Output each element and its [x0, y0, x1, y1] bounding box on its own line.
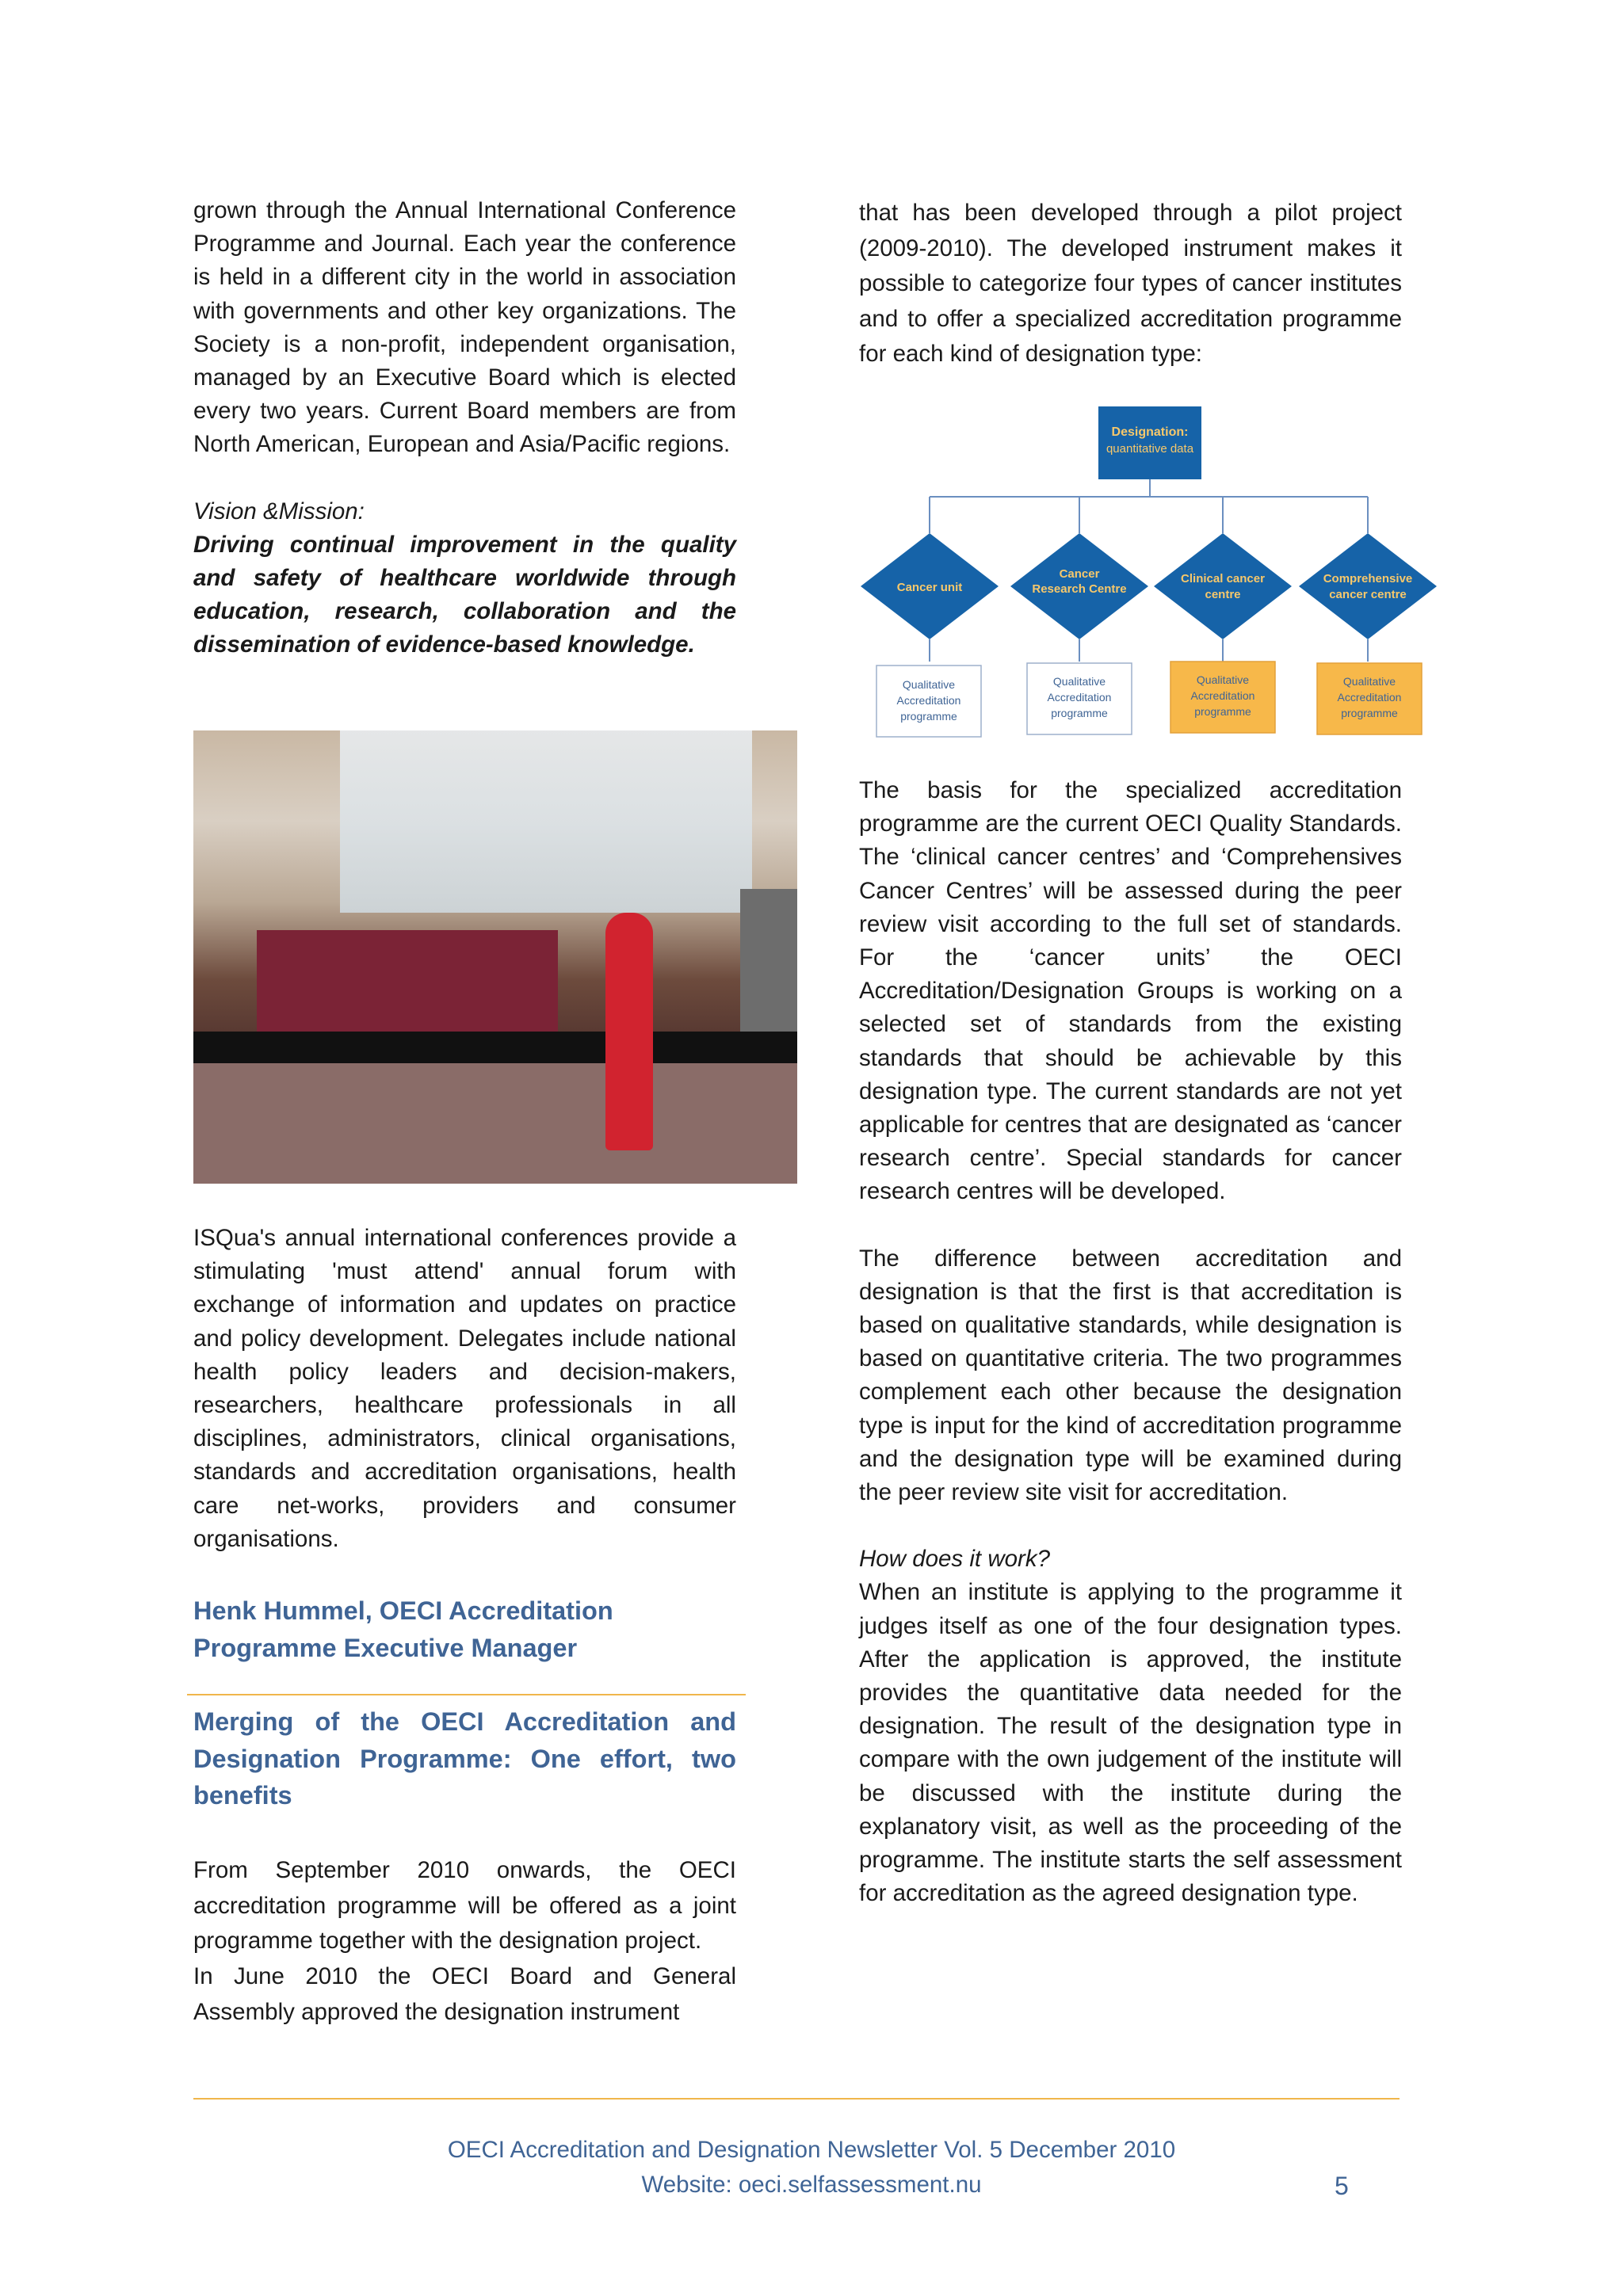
article-block: [193, 1703, 736, 1814]
programme-label-4: Qualitative Accreditation programme: [1337, 675, 1402, 719]
right-paragraph-1: that has been developed through a pilot project (2009-2010). The developed instrument makes it possible to categorize four types of cancer institutes and to offer a specialized accreditation programme for each kind of designation type:: [859, 200, 1402, 368]
conference-photo: [193, 730, 797, 1184]
footer-line-1: OECI Accreditation and Designation Newsletter Vol. 5 December 2010: [447, 2137, 1176, 2163]
connector-lines: [930, 479, 1368, 662]
right-column-body: [859, 774, 1402, 1911]
left-column: [193, 194, 736, 662]
right-paragraph-4: When an institute is applying to the programme it judges itself as one of the four designation types. After the application is approved, the institute provides the quantitative data needed for the designation. The result of the designation type in compare with the own judgement of the institute will be discussed with the institute during the explanatory visit, as well as the proceeding of the programme. The institute starts the self assessment for accreditation as the agreed designation type.: [859, 1579, 1402, 1907]
top-box: [1098, 406, 1201, 479]
diamond-clinical-cancer-centre: [1154, 533, 1292, 639]
vision-statement: Driving continual improvement in the quality and safety of healthcare worldwide through education, research, collaboration and the dissemination of evidence-based knowledge.: [193, 531, 736, 658]
intro-paragraph: grown through the Annual International Conference Programme and Journal. Each year the conference is held in a different city in the world in association with governments and other key organizations. The Society is a non-profit, independent organisation, managed by an Executive Board which is elected every two years. Current Board members are from North American, European and Asia/Pacific regions.: [193, 197, 736, 458]
programme-label-3: Qualitative Accreditation programme: [1190, 673, 1255, 718]
designation-diagram: [859, 400, 1438, 741]
article-paragraph-1: From September 2010 onwards, the OECI accreditation programme will be offered as a joint programme together with the designation project.: [193, 1857, 736, 1955]
vision-heading: Vision &Mission:: [193, 498, 365, 524]
type-label-clinical-cancer-centre: Clinical cancer centre: [1181, 572, 1265, 601]
top-box-title: Designation:: [1111, 425, 1189, 439]
page-number: 5: [1335, 2172, 1349, 2200]
how-heading: How does it work?: [859, 1546, 1051, 1573]
type-label-comprehensive-cancer-centre: Comprehensive cancer centre: [1323, 572, 1413, 601]
author-line-2: Programme Executive Manager: [193, 1633, 578, 1662]
type-label-cancer-unit: Cancer unit: [896, 581, 963, 594]
programme-label-1: Qualitative Accreditation programme: [896, 678, 961, 723]
isqua-paragraph: ISQua's annual international conferences provide a stimulating 'must attend' annual forum with exchange of information and updates on practice and policy development. Delegates include national health policy leaders and decision-makers, researchers, healthcare professionals in all disciplines, administrators, clinical organisations, standards and accreditation organisations, health care net-works, providers and consumer organisations.: [193, 1225, 736, 1552]
right-column-top: [859, 196, 1402, 372]
author-block: [193, 1592, 736, 1666]
footer-website[interactable]: Website: oeci.selfassessment.nu: [641, 2172, 982, 2198]
top-box-subtitle: quantitative data: [1106, 442, 1194, 456]
author-line-1: Henk Hummel, OECI Accreditation: [193, 1596, 613, 1625]
section-divider: [187, 1694, 746, 1695]
right-paragraph-3: The difference between accreditation and designation is that the first is that accreditation is based on qualitative standards, while designation is based on quantitative criteria. The two programmes complement each other because the designation type is input for the kind of accreditation programme and the designation type will be examined during the peer review site visit for accreditation.: [859, 1245, 1402, 1506]
footer-divider: [193, 2098, 1400, 2100]
article-paragraph-2: In June 2010 the OECI Board and General Assembly approved the designation instrument: [193, 1963, 736, 2025]
article-title: Merging of the OECI Accreditation and Designation Programme: One effort, two benefits: [193, 1707, 736, 1810]
type-label-cancer-research-centre: Cancer Research Centre: [1032, 567, 1127, 596]
right-paragraph-2: The basis for the specialized accreditation programme are the current OECI Quality Standards. The ‘clinical cancer centres’ and ‘Comprehensives Cancer Centres’ will be assessed during the peer review visit according to the full set of standards. For the ‘cancer units’ the OECI Accreditation/Designation Groups is working on a selected set of standards from the existing standards that should be achievable by this designation type. The current standards are not yet applicable for centres that are designated as ‘cancer research centre’. Special standards for cancer research centres will be developed.: [859, 777, 1402, 1205]
left-column-lower: [193, 1222, 736, 1556]
diamond-comprehensive-cancer-centre: [1299, 533, 1437, 639]
programme-label-2: Qualitative Accreditation programme: [1047, 675, 1112, 719]
article-body: [193, 1853, 736, 2031]
